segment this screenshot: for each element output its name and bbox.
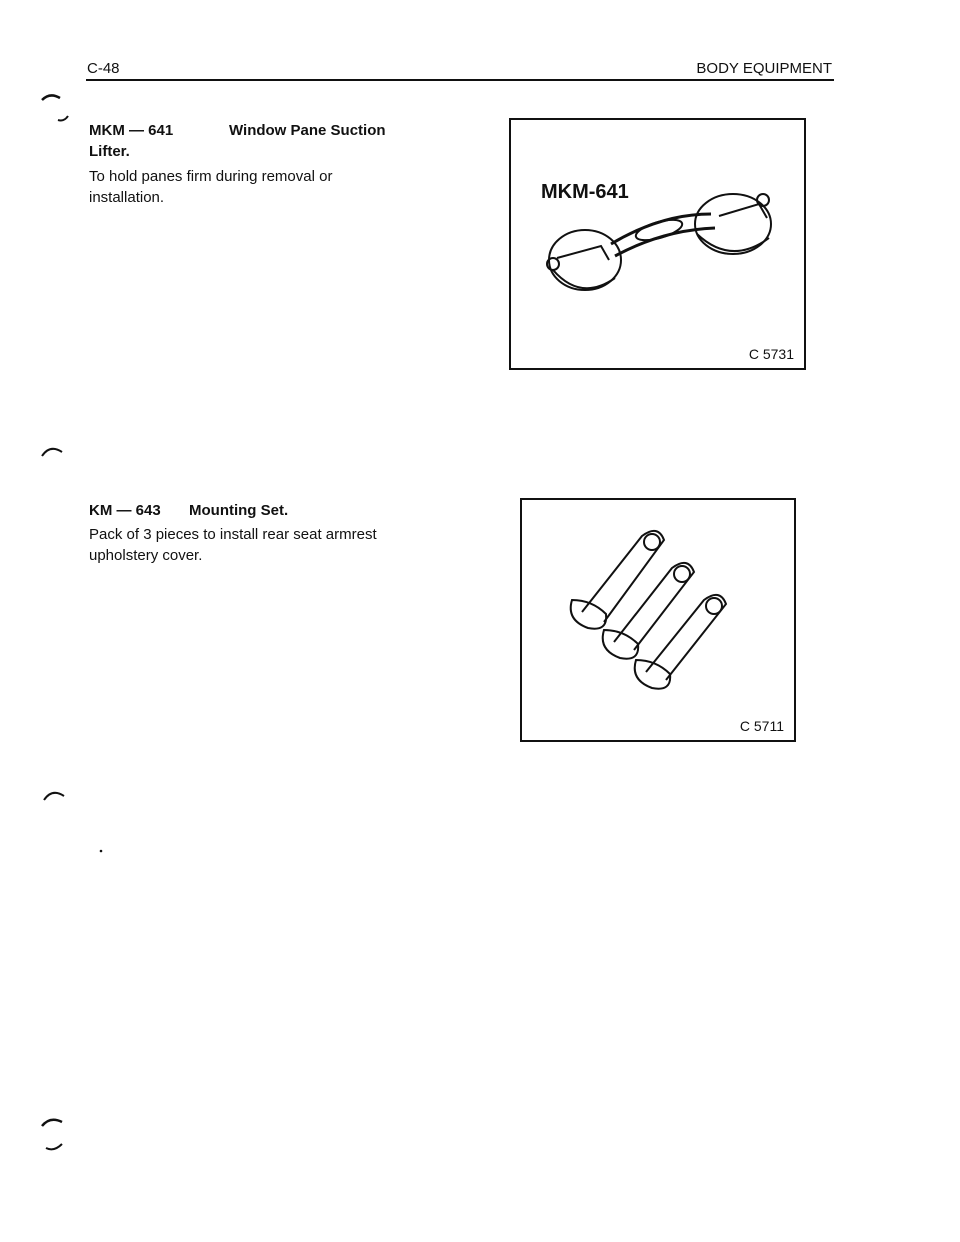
figure-suction-lifter xyxy=(509,118,806,370)
header-rule xyxy=(86,79,834,81)
tool-description: To hold panes firm during removal or installation. xyxy=(89,168,333,206)
figure-label: C 5711 xyxy=(739,718,784,734)
tool-code: MKM — 641 xyxy=(89,122,174,139)
margin-mark-icon xyxy=(38,86,78,131)
tool-name-continued: Lifter. xyxy=(89,143,130,160)
mounting-piece-1 xyxy=(571,531,664,629)
mounting-set-illustration xyxy=(522,500,794,740)
tool-code: KM — 643 xyxy=(89,502,161,519)
tool-heading xyxy=(89,500,288,521)
margin-mark-icon xyxy=(38,440,68,460)
mounting-piece-3 xyxy=(635,595,726,689)
tool-heading xyxy=(89,120,386,162)
figure-label: C 5731 xyxy=(748,346,794,362)
tool-name: Mounting Set. xyxy=(189,502,289,519)
margin-mark-icon xyxy=(96,846,106,856)
tool-name: Window Pane Suction xyxy=(229,122,386,139)
figure-image-text: MKM-641 xyxy=(541,181,629,203)
tool-description: Pack of 3 pieces to install rear seat armrest upholstery cover. xyxy=(89,526,377,564)
suction-lifter-illustration xyxy=(511,120,804,368)
figure-mounting-set xyxy=(520,498,796,742)
margin-mark-icon xyxy=(40,784,70,804)
section-title: BODY EQUIPMENT xyxy=(696,60,832,77)
page-number: C-48 xyxy=(87,60,120,77)
margin-mark-icon xyxy=(38,1110,78,1155)
mounting-piece-2 xyxy=(603,563,694,659)
